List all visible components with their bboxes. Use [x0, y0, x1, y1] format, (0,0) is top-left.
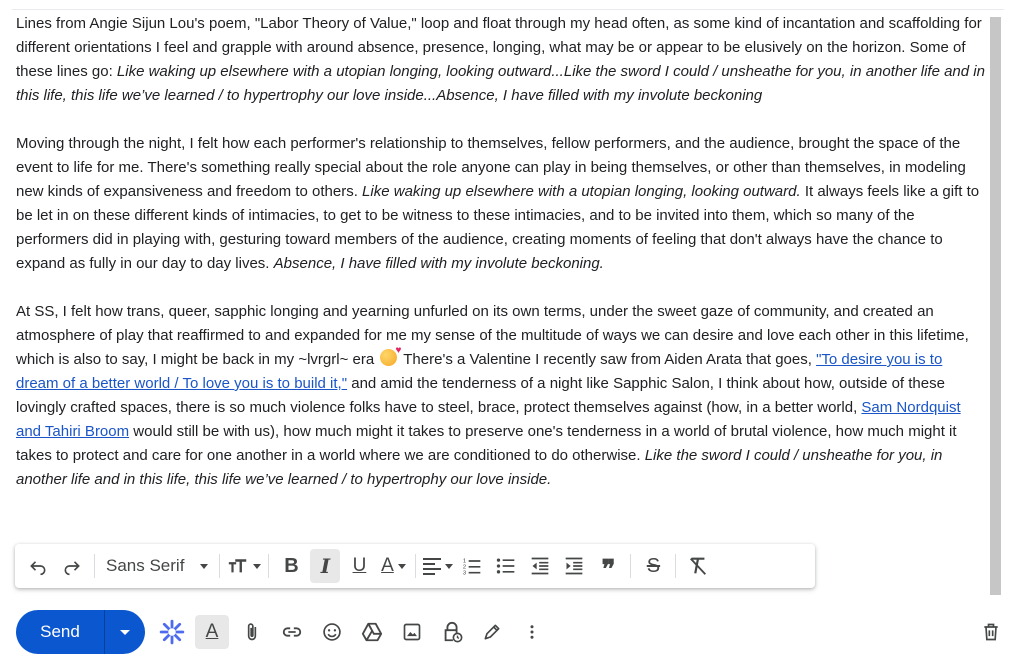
toolbar-separator: [268, 554, 269, 578]
paragraph-2-text-b: It always feels like a gift to be let in on these different kinds of intimacies, to get to be witness to these intimacies, and to be invited into them, which so many of the performers did in playing with, gesturing toward members of the audience, creating moments of feeling that don't always have the chance to expand as fully in our day to day lives.: [16, 183, 980, 272]
image-icon: [402, 622, 422, 642]
toolbar-separator: [94, 554, 95, 578]
formatting-options-button[interactable]: [195, 615, 229, 649]
more-vert-icon: [523, 622, 541, 642]
indent-decrease-icon: [530, 556, 550, 576]
redo-icon: [62, 556, 82, 576]
lock-clock-icon: [441, 621, 463, 643]
font-size-button[interactable]: [227, 549, 261, 583]
paragraph-3-text-b: There's a Valentine I recently saw from Aiden Arata that goes,: [399, 351, 817, 368]
message-body[interactable]: [16, 12, 986, 492]
redo-button[interactable]: [57, 549, 87, 583]
bold-button[interactable]: B: [284, 554, 299, 577]
compose-footer: [16, 610, 549, 654]
insert-signature-button[interactable]: [475, 615, 509, 649]
svg-text:3: 3: [463, 570, 467, 576]
toolbar-separator: [415, 554, 416, 578]
paragraph-3: [16, 300, 986, 492]
format-text-icon: A: [205, 621, 219, 642]
paragraph-2: [16, 132, 986, 276]
link-icon: [281, 621, 303, 643]
paragraph-1-text: Lines from Angie Sijun Lou's poem, "Labor Theory of Value," loop and float through my head often, as some kind of incantation and scaffolding for different orientations I feel and grapple with around absence, presence, longing, what may be or appear to be elusively on the horizon. Some of these lines go:: [16, 15, 982, 80]
paragraph-2-quote-b: Absence, I have filled with my involute beckoning.: [273, 255, 604, 272]
svg-text:2: 2: [463, 564, 467, 571]
svg-text:1: 1: [463, 558, 467, 565]
send-button-group: [16, 610, 145, 654]
paragraph-1: [16, 12, 986, 108]
chevron-down-icon: [253, 564, 261, 569]
smiling-face-with-hearts-icon: [380, 349, 397, 366]
paperclip-icon: [242, 622, 262, 642]
numbered-list-icon: [462, 556, 482, 576]
gemini-sparkle-icon: [159, 619, 185, 645]
text-size-icon: [227, 556, 249, 576]
indent-more-button[interactable]: [559, 549, 589, 583]
indent-less-button[interactable]: [525, 549, 555, 583]
valentine-link[interactable]: "To desire you is to dream of a better world / To love you is to build it,": [16, 351, 943, 392]
bulleted-list-button[interactable]: [491, 549, 521, 583]
insert-drive-button[interactable]: [355, 615, 389, 649]
attach-files-button[interactable]: [235, 615, 269, 649]
toolbar-separator: [675, 554, 676, 578]
font-family-select[interactable]: [100, 549, 214, 583]
strikethrough-button[interactable]: S: [646, 554, 661, 577]
paragraph-3-text-c: and amid the tenderness of a night like Sapphic Salon, I think about how, outside of these lovingly crafted spaces, there is so much violence folks have to steel, brace, protect themselves against (how, in a better world,: [16, 375, 945, 416]
insert-photo-button[interactable]: [395, 615, 429, 649]
insert-link-button[interactable]: [275, 615, 309, 649]
bulleted-list-icon: [496, 556, 516, 576]
paragraph-2-text-a: Moving through the night, I felt how each performer's relationship to themselves, fellow performers, and the audience, brought the space of the event to life for me. There's something really special about the role anyone can play in being themselves, or other than themselves, in modeling new kinds of expansiveness and freedom to others.: [16, 135, 966, 200]
insert-emoji-button[interactable]: [315, 615, 349, 649]
send-options-button[interactable]: [105, 610, 145, 654]
numbered-list-button[interactable]: [457, 549, 487, 583]
undo-button[interactable]: [23, 549, 53, 583]
toolbar-separator: [219, 554, 220, 578]
paragraph-1-quote: Like waking up elsewhere with a utopian longing, looking outward...Like the sword I could / unsheathe for you, in another life and in this life, this life we’ve learned / to hypertrophy our love inside...Absence, I have filled with my involute beckoning: [16, 63, 985, 104]
discard-draft-button[interactable]: [976, 616, 1006, 648]
toolbar-separator: [630, 554, 631, 578]
chevron-down-icon: [120, 630, 130, 635]
italic-button[interactable]: I: [310, 549, 340, 583]
scrollbar-thumb[interactable]: [990, 17, 1001, 595]
font-family-value: Sans Serif: [106, 556, 185, 575]
formatting-toolbar: [15, 544, 815, 588]
remove-formatting-button[interactable]: [683, 549, 713, 583]
emoji-icon: [322, 622, 342, 642]
names-link[interactable]: Sam Nordquist and Tahiri Broom: [16, 399, 961, 440]
align-button[interactable]: [423, 549, 453, 583]
trash-icon: [981, 621, 1001, 643]
compose-top-divider: [12, 9, 1004, 10]
chevron-down-icon: [200, 564, 208, 569]
confidential-mode-button[interactable]: [435, 615, 469, 649]
pen-icon: [482, 622, 502, 642]
undo-icon: [28, 556, 48, 576]
send-button[interactable]: Send: [40, 622, 80, 641]
clear-formatting-icon: [687, 555, 709, 577]
align-left-icon: [423, 558, 441, 575]
gemini-help-me-write-button[interactable]: [155, 615, 189, 649]
paragraph-3-quote: Like the sword I could / unsheathe for you, in another life and in this life, this life we’ve learned / to hypertrophy our love inside.: [16, 447, 943, 488]
drive-icon: [361, 621, 383, 643]
more-options-button[interactable]: [515, 615, 549, 649]
paragraph-3-text-a: At SS, I felt how trans, queer, sapphic longing and yearning unfurled on its own terms, under the sweet gaze of community, and created an atmosphere of play that reaffirmed to and expanded for me my sense of the multitude of ways we can desire and love each other in this lifetime, which is also to say, I might be back in my ~lvrgrl~ era: [16, 303, 969, 368]
paragraph-3-text-d: would still be with us), how much might it takes to preserve one's tenderness in a world of brutal violence, how much might it takes to protect and care for one another in a world where we are conditioned to do otherwise.: [16, 423, 957, 464]
indent-increase-icon: [564, 556, 584, 576]
text-color-button[interactable]: [378, 549, 408, 583]
quote-button[interactable]: ❞: [601, 555, 616, 585]
chevron-down-icon: [398, 564, 406, 569]
chevron-down-icon: [445, 564, 453, 569]
paragraph-2-quote-a: Like waking up elsewhere with a utopian longing, looking outward.: [362, 183, 801, 200]
underline-button[interactable]: U: [352, 555, 367, 576]
text-color-icon: A: [381, 555, 394, 576]
